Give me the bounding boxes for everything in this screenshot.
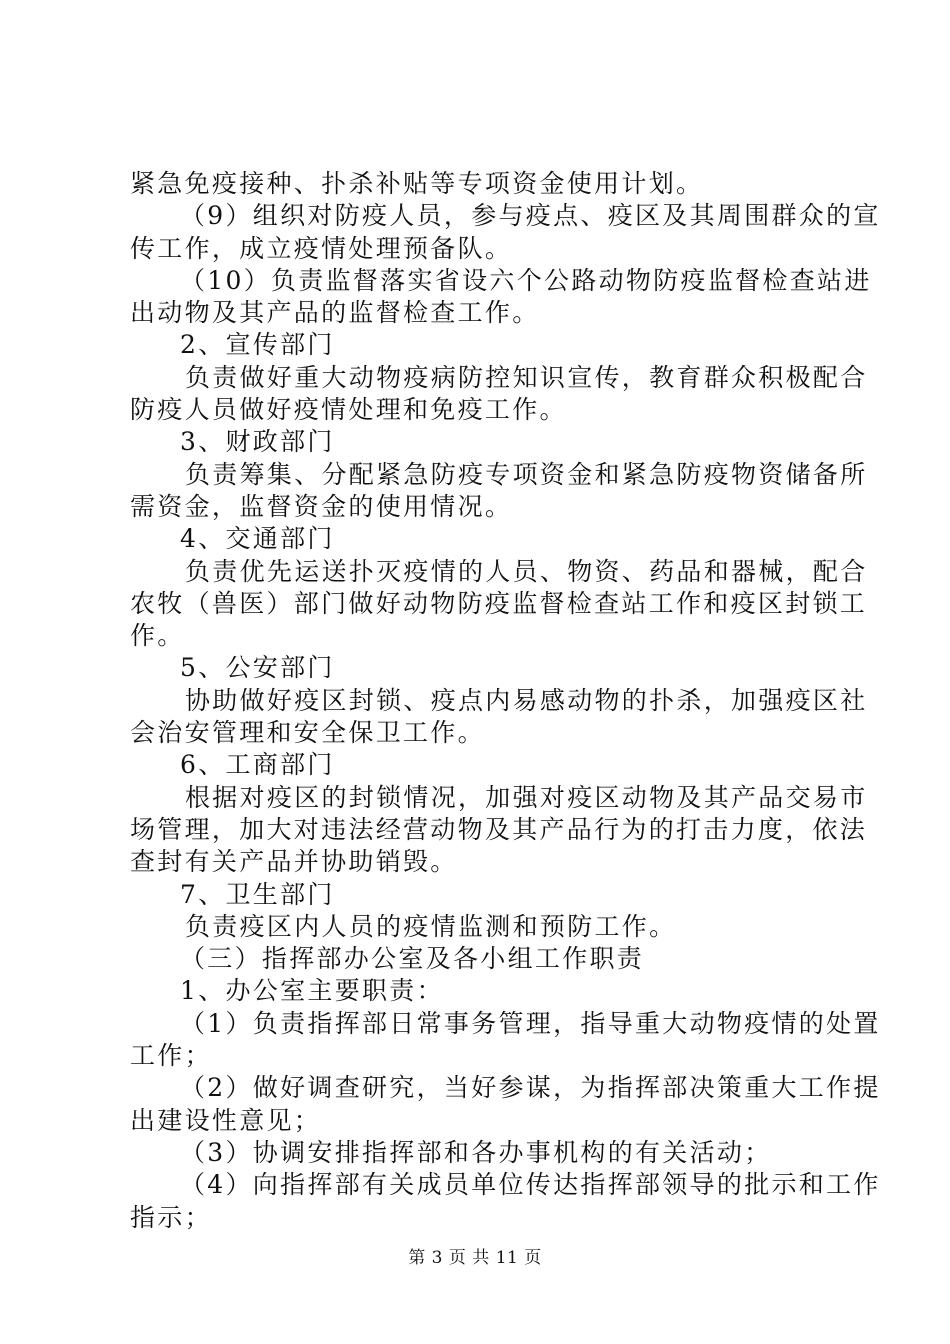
text-line: （4）向指挥部有关成员单位传达指挥部领导的批示和工作	[180, 1170, 881, 1200]
text-line: （9）组织对防疫人员，参与疫点、疫区及其周围群众的宣	[180, 201, 881, 231]
text-line: （2）做好调查研究，当好参谋，为指挥部决策重大工作提	[180, 1073, 881, 1103]
text-line: 紧急免疫接种、扑杀补贴等专项资金使用计划。	[130, 169, 704, 198]
text-line: 7、卫生部门	[180, 879, 335, 909]
text-line: 防疫人员做好疫情处理和免疫工作。	[130, 395, 567, 425]
text-line: 负责做好重大动物疫病防控知识宣传，教育群众积极配合	[185, 362, 868, 392]
text-line: 2、宣传部门	[180, 330, 335, 360]
text-line: 查封有关产品并协助销毁。	[130, 847, 458, 877]
text-line: （3）协调安排指挥部和各办事机构的有关活动；	[180, 1137, 772, 1167]
text-line: 6、工商部门	[180, 750, 335, 780]
text-line: （10）负责监督落实省设六个公路动物防疫监督检查站进	[180, 265, 872, 295]
text-line: 负责优先运送扑灭疫情的人员、物资、药品和器械，配合	[185, 556, 868, 586]
text-line: （三）指挥部办公室及各小组工作职责	[180, 944, 645, 974]
text-line: 出建设性意见；	[130, 1105, 322, 1135]
text-line: 作。	[130, 621, 185, 651]
text-line: 传工作，成立疫情处理预备队。	[130, 233, 513, 263]
text-line: （1）负责指挥部日常事务管理，指导重大动物疫情的处置	[180, 1008, 881, 1038]
document-body	[130, 168, 881, 1234]
text-line: 需资金，监督资金的使用情况。	[130, 491, 513, 521]
text-line: 指示；	[130, 1202, 212, 1232]
text-line: 会治安管理和安全保卫工作。	[130, 718, 485, 748]
text-line: 5、公安部门	[180, 653, 335, 683]
text-line: 负责筹集、分配紧急防疫专项资金和紧急防疫物资储备所	[185, 459, 868, 489]
text-line: 出动物及其产品的监督检查工作。	[130, 298, 540, 328]
text-line: 工作；	[130, 1041, 212, 1071]
text-line: 根据对疫区的封锁情况，加强对疫区动物及其产品交易市	[185, 782, 868, 812]
text-line: 4、交通部门	[180, 524, 335, 554]
page-footer: 第 3 页 共 11 页	[408, 1248, 542, 1268]
text-line: 负责疫区内人员的疫情监测和预防工作。	[185, 911, 677, 941]
text-line: 协助做好疫区封锁、疫点内易感动物的扑杀，加强疫区社	[185, 685, 868, 715]
text-line: 农牧（兽医）部门做好动物防疫监督检查站工作和疫区封锁工	[130, 588, 868, 618]
text-line: 场管理，加大对违法经营动物及其产品行为的打击力度，依法	[130, 814, 868, 844]
text-line: 1、办公室主要职责：	[180, 976, 444, 1006]
text-line: 3、财政部门	[180, 427, 335, 457]
